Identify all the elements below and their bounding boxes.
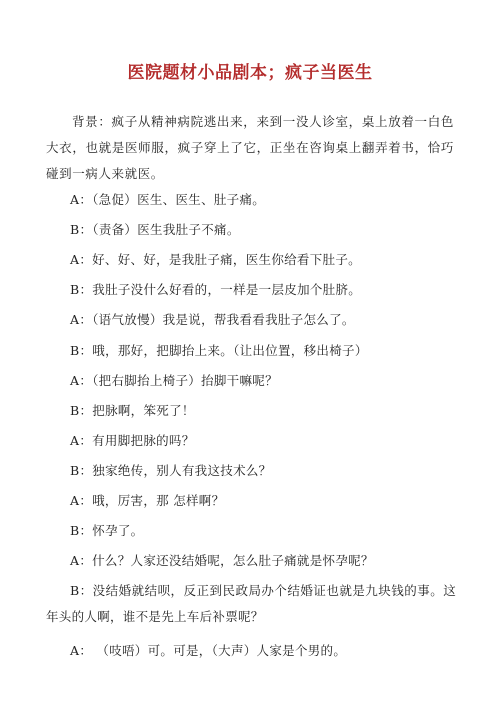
dialogue-line: B：怀孕了。 (70, 523, 144, 538)
dialogue-line: A：有用脚把脉的吗？ (70, 433, 195, 448)
dialogue-line: A：什么？人家还没结婚呢，怎么肚子痛就是怀孕呢？ (70, 553, 374, 568)
dialogue-line: A：好、好、好，是我肚子痛，医生你给看下肚子。 (70, 252, 361, 267)
dialogue-line: B：我肚子没什么好看的，一样是一层皮加个肚脐。 (70, 282, 362, 297)
document-title: 医院题材小品剧本；疯子当医生 (127, 63, 373, 83)
dialogue-line: B：没结婚就结呗，反正到民政局办个结婚证也就是九块钱的事。这年头的人啊，谁不是先上车后补票呢？ (46, 583, 456, 624)
dialogue-line: A：（急促）医生、医生、肚子痛。 (70, 192, 266, 207)
dialogue-line: B：哦，那好，把脚抬上来。（让出位置，移出椅子） (70, 343, 368, 358)
background-paragraph: 背景：疯子从精神病院逃出来，来到一没人诊室，桌上放着一白色大衣，也就是医师服，疯子穿上了它，正坐在咨询桌上翻弄着书，恰巧碰到一病人来就医。 (46, 114, 454, 181)
dialogue-line: A：（语气放慢）我是说，帮我看看我肚子怎么了。 (70, 312, 355, 327)
dialogue-line: A：哦，厉害，那 怎样啊？ (70, 493, 225, 508)
dialogue-line: A： （吱唔）可。可是，（大声）人家是个男的。 (70, 643, 347, 658)
dialogue-line: B：（责备）医生我肚子不痛。 (70, 222, 240, 237)
dialogue-line: A：（把右脚抬上椅子）抬脚干嘛呢？ (70, 373, 278, 388)
dialogue-line: B：把脉啊，笨死了！ (70, 403, 195, 418)
dialogue-line: B：独家绝传，别人有我这技术么？ (70, 463, 272, 478)
